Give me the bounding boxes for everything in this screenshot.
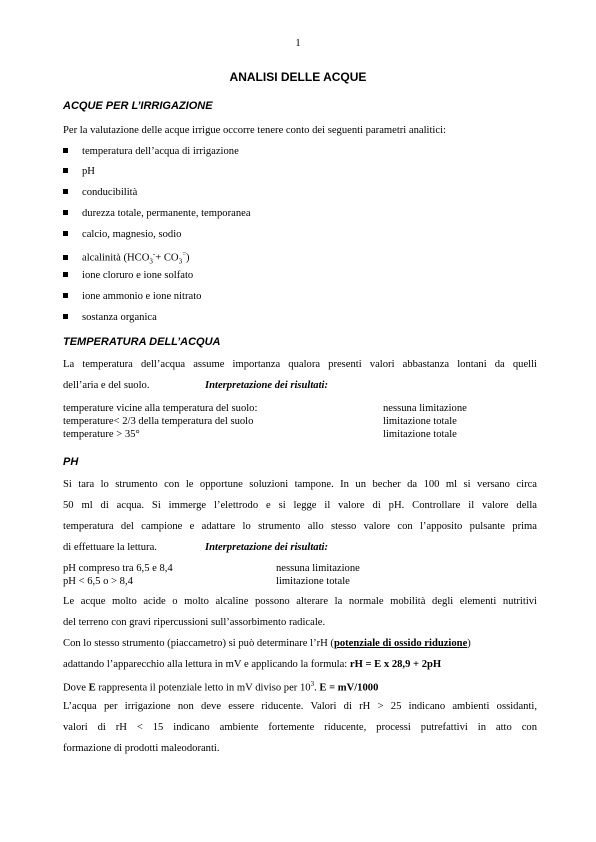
bullet-icon (63, 293, 68, 298)
list-item: temperatura dell’acqua di irrigazione (63, 146, 239, 157)
list-item: ione ammonio e ione nitrato (63, 291, 201, 302)
riducente-paragraph-line: formazione di prodotti maleodoranti. (63, 743, 220, 754)
list-item: ione cloruro e ione solfato (63, 270, 193, 281)
page-title: ANALISI DELLE ACQUE (229, 70, 367, 84)
interpretazione-label: Interpretazione dei risultati: (205, 380, 329, 391)
riducente-paragraph-line: valori di rH < 15 indicano ambiente fortemente riducente, processi putrefattivi in atto con (63, 722, 537, 733)
mobility-paragraph-line: Le acque molto acide o molto alcaline possono alterare la normale mobilità degli elementi nutritivi (63, 596, 537, 607)
ph-res: nessuna limitazione (276, 563, 360, 574)
bullet-icon (63, 231, 68, 236)
temp-res: limitazione totale (383, 416, 457, 427)
ph-cond: pH compreso tra 6,5 e 8,4 (63, 563, 173, 574)
heading-temperatura: TEMPERATURA DELL’ACQUA (63, 336, 221, 348)
list-item: conducibilità (63, 187, 137, 198)
list-item: durezza totale, permanente, temporanea (63, 208, 251, 219)
interpretazione-label: Interpretazione dei risultati: (205, 542, 329, 553)
ph-paragraph-line: Si tara lo strumento con le opportune soluzioni tampone. In un becher da 100 ml si versano circa (63, 479, 537, 490)
rh-formula-line: adattando l’apparecchio alla lettura in mV e applicando la formula: rH = E x 28,9 + 2pH (63, 659, 442, 670)
page-number: 1 (295, 38, 301, 49)
ph-cond: pH < 6,5 o > 8,4 (63, 576, 133, 587)
temperatura-paragraph-line2: dell’aria e del suolo. (63, 380, 150, 391)
list-item-alcalinita: alcalinità $(HCO_3^-+ CO_3^=)$ (63, 250, 190, 266)
temp-cond: temperature > 35° (63, 429, 140, 440)
ph-paragraph-line: di effettuare la lettura. (63, 542, 157, 553)
temp-res: nessuna limitazione (383, 403, 467, 414)
intro-paragraph: Per la valutazione delle acque irrigue occorre tenere conto dei seguenti parametri analitici: (63, 125, 446, 136)
riducente-paragraph-line: L’acqua per irrigazione non deve essere riducente. Valori di rH > 25 indicano ambienti ossidanti, (63, 701, 537, 712)
temp-cond: temperature vicine alla temperatura del suolo: (63, 403, 258, 414)
bullet-icon (63, 314, 68, 319)
ph-paragraph-line: temperatura del campione e adattare lo strumento allo stesso valore con l’apposito pulsante prima (63, 521, 537, 532)
bullet-icon (63, 272, 68, 277)
bullet-icon (63, 168, 68, 173)
bullet-icon (63, 148, 68, 153)
mobility-paragraph-line: del terreno con gravi ripercussioni sull’assorbimento radicale. (63, 617, 326, 628)
temperatura-paragraph-line1: La temperatura dell’acqua assume importanza qualora presenti valori abbastanza lontani da quelli (63, 359, 537, 370)
ph-res: limitazione totale (276, 576, 350, 587)
bullet-icon (63, 255, 68, 260)
list-item: calcio, magnesio, sodio (63, 229, 181, 240)
list-item: sostanza organica (63, 312, 157, 323)
ph-paragraph-line: 50 ml di acqua. Si immerge l’elettrodo e si legge il valore di pH. Controllare il valore della (63, 500, 537, 511)
list-item: pH (63, 166, 95, 177)
e-formula: E = mV/1000 (319, 682, 379, 694)
heading-ph: PH (63, 456, 79, 468)
temp-res: limitazione totale (383, 429, 457, 440)
e-definition-line: Dove E rappresenta il potenziale letto in mV diviso per $10^3$. E = mV/1000 (63, 680, 379, 694)
bullet-icon (63, 210, 68, 215)
heading-irrigazione: ACQUE PER L’IRRIGAZIONE (63, 100, 213, 112)
bullet-icon (63, 189, 68, 194)
rh-paragraph-line1: Con lo stesso strumento (piaccametro) si può determinare l’rH (potenziale di ossido riduzione) (63, 638, 471, 649)
rh-formula: rH = E x 28,9 + 2pH (349, 659, 442, 670)
temp-cond: temperature< 2/3 della temperatura del suolo (63, 416, 254, 427)
